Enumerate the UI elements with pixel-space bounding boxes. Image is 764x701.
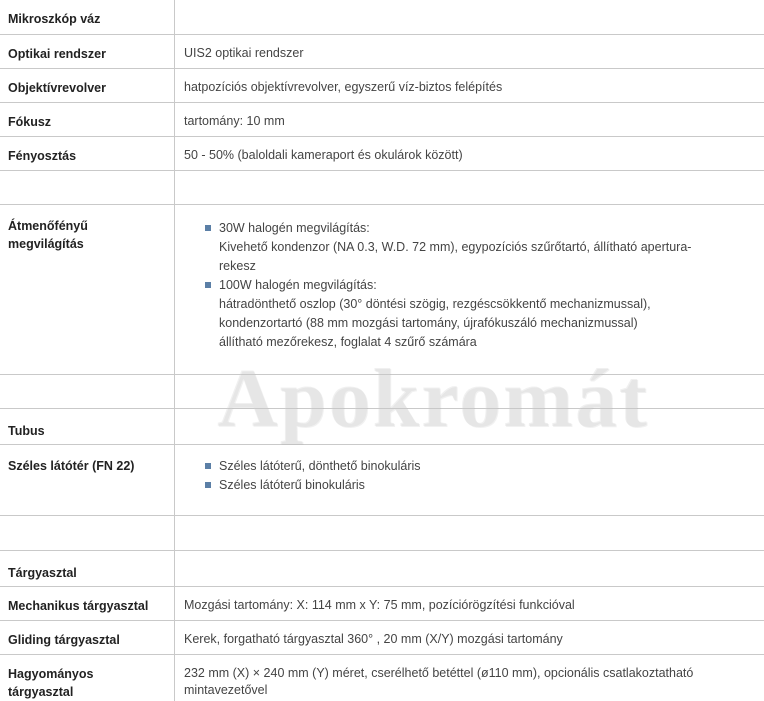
row-label-cell: [0, 102, 175, 136]
row-label-cell: [0, 586, 175, 620]
list-item-line: állítható mezőrekesz, foglalat 4 szűrő számára: [219, 333, 756, 352]
row-value-cell: [175, 586, 764, 620]
table-row: [0, 654, 764, 701]
row-label-cell: [0, 444, 175, 515]
row-value: [175, 375, 764, 385]
row-value: Kerek, forgatható tárgyasztal 360° , 20 mm (X/Y) mozgási tartomány: [175, 621, 764, 648]
row-value: 50 - 50% (baloldali kameraport és okulárok között): [175, 137, 764, 164]
row-label: Széles látótér (FN 22): [0, 445, 174, 475]
square-bullet-icon: [205, 282, 211, 288]
row-value-cell: [175, 68, 764, 102]
row-value: [175, 171, 764, 181]
row-value: UIS2 optikai rendszer: [175, 35, 764, 62]
row-label-cell: [0, 620, 175, 654]
row-label-cell: [0, 136, 175, 170]
row-label: Optikai rendszer: [0, 35, 174, 63]
row-label-cell: [0, 550, 175, 586]
list-item-line: kondenzortartó (88 mm mozgási tartomány, újrafókuszáló mechanizmussal): [219, 314, 756, 333]
row-value: [175, 655, 764, 699]
bullet-list: [175, 445, 764, 495]
row-value-cell: [175, 34, 764, 68]
row-value-cell: [175, 620, 764, 654]
list-item: [219, 476, 756, 495]
row-value-cell: [175, 515, 764, 550]
row-value: hatpozíciós objektívrevolver, egyszerű víz-biztos felépítés: [175, 69, 764, 96]
row-label: Fényosztás: [0, 137, 174, 165]
list-item-title: 30W halogén megvilágítás:: [219, 219, 756, 238]
table-row: [0, 620, 764, 654]
row-value-cell: [175, 408, 764, 444]
row-label-line: megvilágítás: [8, 235, 166, 253]
row-label-cell: [0, 654, 175, 701]
table-row: [0, 204, 764, 374]
row-label: [0, 655, 174, 701]
list-item-line: rekesz: [219, 257, 756, 276]
watermark: Apokromát: [217, 350, 597, 447]
row-label-cell: [0, 0, 175, 34]
table-row: [0, 102, 764, 136]
row-label-cell: [0, 68, 175, 102]
table-row-empty: [0, 374, 764, 408]
row-value-cell: [175, 374, 764, 408]
row-label-cell: [0, 170, 175, 204]
row-label-line: Hagyományos: [8, 665, 166, 683]
row-label-cell: [0, 374, 175, 408]
table-row: [0, 444, 764, 515]
row-label: Mikroszkóp váz: [0, 0, 174, 28]
row-value-cell: [175, 550, 764, 586]
row-value: [175, 0, 764, 10]
row-label: [0, 516, 174, 526]
table-row: [0, 408, 764, 444]
row-label: [0, 375, 174, 385]
row-value-line: 232 mm (X) × 240 mm (Y) méret, cserélhető betéttel (ø110 mm), opcionális csatlakoztatható: [184, 665, 756, 682]
row-label: [0, 171, 174, 181]
row-value: Mozgási tartomány: X: 114 mm x Y: 75 mm, pozíciórögzítési funkcióval: [175, 587, 764, 614]
list-item-line: hátradönthető oszlop (30° döntési szögig, rezgéscsökkentő mechanizmussal),: [219, 295, 756, 314]
list-item: [219, 219, 756, 276]
row-label: Fókusz: [0, 103, 174, 131]
row-label-line: tárgyasztal: [8, 683, 166, 701]
row-label: Tubus: [0, 409, 174, 440]
row-value: tartomány: 10 mm: [175, 103, 764, 130]
row-value-cell: [175, 102, 764, 136]
row-value: [175, 409, 764, 419]
table-row: [0, 68, 764, 102]
table-row: [0, 0, 764, 34]
bullet-list: [175, 205, 764, 352]
row-label: Mechanikus tárgyasztal: [0, 587, 174, 615]
row-value-cell: [175, 0, 764, 34]
row-label-line: Átmenőfényű: [8, 217, 166, 235]
list-item: [219, 457, 756, 476]
list-item-text: Széles látóterű binokuláris: [219, 478, 365, 492]
row-value-cell: [175, 204, 764, 374]
table-row-empty: [0, 170, 764, 204]
row-label-cell: [0, 204, 175, 374]
row-label: [0, 205, 174, 253]
list-item-title: 100W halogén megvilágítás:: [219, 276, 756, 295]
square-bullet-icon: [205, 463, 211, 469]
table-row: [0, 550, 764, 586]
row-label-cell: [0, 408, 175, 444]
table-row-empty: [0, 515, 764, 550]
list-item-line: Kivehető kondenzor (NA 0.3, W.D. 72 mm), egypozíciós szűrőtartó, állítható apertura-: [219, 238, 756, 257]
row-value-cell: [175, 444, 764, 515]
row-value-cell: [175, 654, 764, 701]
table-row: [0, 586, 764, 620]
square-bullet-icon: [205, 225, 211, 231]
row-label: Tárgyasztal: [0, 551, 174, 582]
row-label: Objektívrevolver: [0, 69, 174, 97]
row-label-cell: [0, 515, 175, 550]
list-item-text: Széles látóterű, dönthető binokuláris: [219, 459, 421, 473]
table-row: [0, 34, 764, 68]
row-value: [175, 551, 764, 561]
square-bullet-icon: [205, 482, 211, 488]
row-label-cell: [0, 34, 175, 68]
row-value-line: mintavezetővel: [184, 682, 756, 699]
table-row: [0, 136, 764, 170]
row-label: Gliding tárgyasztal: [0, 621, 174, 649]
list-item: [219, 276, 756, 352]
row-value-cell: [175, 170, 764, 204]
row-value-cell: [175, 136, 764, 170]
row-value: [175, 516, 764, 526]
